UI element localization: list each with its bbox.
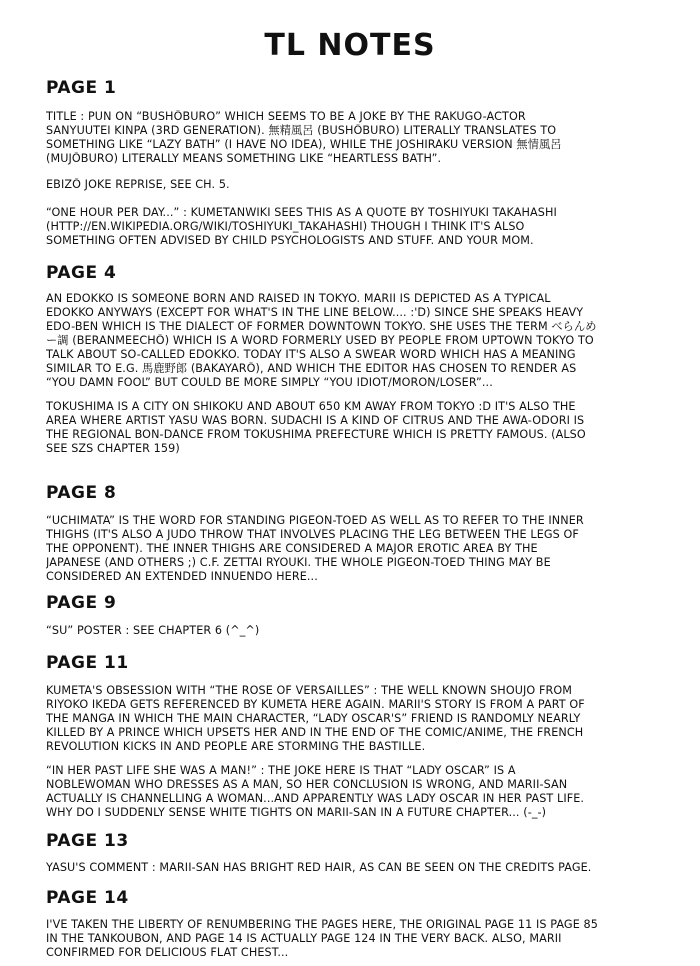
note-line: SANYUUTEI KINPA (3RD GENERATION). 無精風呂 (BUSHŌBURO) LITERALLY TRANSLATES TO <box>46 124 557 137</box>
note-line: THE MANGA IN WHICH THE MAIN CHARACTER, “LADY OSCAR'S” FRIEND IS RANDOMLY NEARLY <box>46 712 581 725</box>
note-line: (MUJŌBURO) LITERALLY MEANS SOMETHING LIKE “HEARTLESS BATH”. <box>46 152 442 165</box>
section-heading: PAGE 13 <box>46 831 129 851</box>
note-line: IN THE TANKOUBON, AND PAGE 14 IS ACTUALLY PAGE 124 IN THE VERY BACK. ALSO, MARII <box>46 932 562 945</box>
note-line: SOMETHING OFTEN ADVISED BY CHILD PSYCHOLOGISTS AND STUFF. AND YOUR MOM. <box>46 234 534 247</box>
note-line: CONSIDERED AN EXTENDED INNUENDO HERE... <box>46 570 318 583</box>
note-line: ACTUALLY IS CHANNELLING A WOMAN...AND APPARENTLY WAS LADY OSCAR IN HER PAST LIFE. <box>46 792 585 805</box>
note-line: “ONE HOUR PER DAY...” : KUMETANWIKI SEES THIS AS A QUOTE BY TOSHIYUKI TAKAHASHI <box>46 206 557 219</box>
note-line: AN EDOKKO IS SOMEONE BORN AND RAISED IN TOKYO. MARII IS DEPICTED AS A TYPICAL <box>46 292 551 305</box>
note-paragraph <box>46 624 666 638</box>
note-paragraph <box>46 861 666 875</box>
note-line: NOBLEWOMAN WHO DRESSES AS A MAN, SO HER CONCLUSION IS WRONG, AND MARII-SAN <box>46 778 568 791</box>
note-line: SEE SZS CHAPTER 159) <box>46 442 180 455</box>
note-line: EDO-BEN WHICH IS THE DIALECT OF FORMER DOWNTOWN TOKYO. SHE USES THE TERM べらんめ <box>46 320 597 333</box>
note-line: WHY DO I SUDDENLY SENSE WHITE TIGHTS ON MARII-SAN IN A FUTURE CHAPTER... (-_-) <box>46 806 547 819</box>
note-paragraph <box>46 400 666 456</box>
note-line: EDOKKO ANYWAYS (EXCEPT FOR WHAT'S IN THE LINE BELOW.... :'D) SINCE SHE SPEAKS HEAVY <box>46 306 584 319</box>
note-paragraph <box>46 514 666 584</box>
note-line: YASU'S COMMENT : MARII-SAN HAS BRIGHT RED HAIR, AS CAN BE SEEN ON THE CREDITS PAGE. <box>46 861 592 874</box>
section-heading: PAGE 1 <box>46 78 117 98</box>
note-line: REVOLUTION KICKS IN AND PEOPLE ARE STORMING THE BASTILLE. <box>46 740 426 753</box>
note-line: TALK ABOUT SO-CALLED EDOKKO. TODAY IT'S ALSO A SWEAR WORD WHICH HAS A MEANING <box>46 348 576 361</box>
note-line: “SU” POSTER : SEE CHAPTER 6 (^_^) <box>46 624 260 637</box>
note-line: TITLE : PUN ON “BUSHŌBURO” WHICH SEEMS TO BE A JOKE BY THE RAKUGO-ACTOR <box>46 110 526 123</box>
page-title: TL NOTES <box>264 28 436 63</box>
note-line: ー調 (BERANMEECHŌ) WHICH IS A WORD FORMERLY USED BY PEOPLE FROM UPTOWN TOKYO TO <box>46 334 594 347</box>
note-line: RIYOKO IKEDA GETS REFERENCED BY KUMETA HERE AGAIN. MARII'S STORY IS FROM A PART OF <box>46 698 585 711</box>
note-paragraph <box>46 918 666 960</box>
note-paragraph <box>46 110 666 166</box>
note-paragraph <box>46 178 666 192</box>
note-paragraph <box>46 684 666 754</box>
note-paragraph <box>46 206 666 248</box>
note-line: KUMETA'S OBSESSION WITH “THE ROSE OF VERSAILLES” : THE WELL KNOWN SHOUJO FROM <box>46 684 573 697</box>
note-paragraph <box>46 764 666 820</box>
note-line: EBIZŌ JOKE REPRISE, SEE CH. 5. <box>46 178 230 191</box>
note-line: AREA WHERE ARTIST YASU WAS BORN. SUDACHI IS A KIND OF CITRUS AND THE AWA-ODORI IS <box>46 414 585 427</box>
note-line: SOMETHING LIKE “LAZY BATH” (I HAVE NO IDEA), WHILE THE JOSHIRAKU VERSION 無情風呂 <box>46 138 562 151</box>
section-heading: PAGE 11 <box>46 653 129 673</box>
note-paragraph <box>46 292 666 390</box>
note-line: THE OPPONENT). THE INNER THIGHS ARE CONSIDERED A MAJOR EROTIC AREA BY THE <box>46 542 538 555</box>
section-heading: PAGE 4 <box>46 263 117 283</box>
section-heading: PAGE 14 <box>46 888 129 908</box>
section-heading: PAGE 9 <box>46 593 117 613</box>
note-line: I'VE TAKEN THE LIBERTY OF RENUMBERING THE PAGES HERE, THE ORIGINAL PAGE 11 IS PAGE 85 <box>46 918 598 931</box>
note-line: THIGHS (IT'S ALSO A JUDO THROW THAT INVOLVES PLACING THE LEG BETWEEN THE LEGS OF <box>46 528 579 541</box>
note-line: KILLED BY A PRINCE WHICH UPSETS HER AND IN THE END OF THE COMIC/ANIME, THE FRENCH <box>46 726 584 739</box>
note-line: THE REGIONAL BON-DANCE FROM TOKUSHIMA PREFECTURE WHICH IS PRETTY FAMOUS. (ALSO <box>46 428 586 441</box>
note-line: “YOU DAMN FOOL” BUT COULD BE MORE SIMPLY “YOU IDIOT/MORON/LOSER”... <box>46 376 493 389</box>
note-line: “UCHIMATA” IS THE WORD FOR STANDING PIGEON-TOED AS WELL AS TO REFER TO THE INNER <box>46 514 584 527</box>
note-line: CONFIRMED FOR DELICIOUS FLAT CHEST... <box>46 946 289 959</box>
note-line: TOKUSHIMA IS A CITY ON SHIKOKU AND ABOUT 650 KM AWAY FROM TOKYO :D IT'S ALSO THE <box>46 400 576 413</box>
note-line: SIMILAR TO E.G. 馬鹿野郎 (BAKAYARŌ), AND WHICH THE EDITOR HAS CHOSEN TO RENDER AS <box>46 362 577 375</box>
note-line: (HTTP://EN.WIKIPEDIA.ORG/WIKI/TOSHIYUKI_TAKAHASHI) THOUGH I THINK IT'S ALSO <box>46 220 525 233</box>
note-line: JAPANESE (AND OTHERS ;) C.F. ZETTAI RYOUKI. THE WHOLE PIGEON-TOED THING MAY BE <box>46 556 551 569</box>
section-heading: PAGE 8 <box>46 483 117 503</box>
note-line: “IN HER PAST LIFE SHE WAS A MAN!” : THE JOKE HERE IS THAT “LADY OSCAR” IS A <box>46 764 516 777</box>
